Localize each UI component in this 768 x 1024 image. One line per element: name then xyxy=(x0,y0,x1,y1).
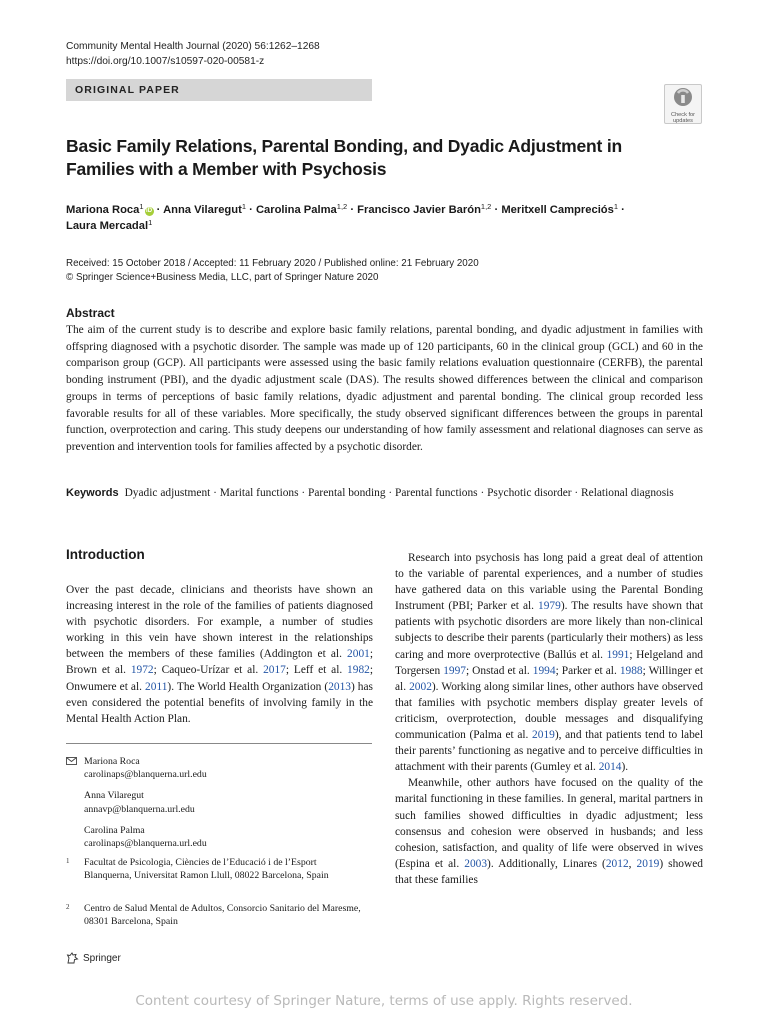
author-affiliation-ref: 1 xyxy=(139,202,144,211)
author-affiliation-ref: 1 xyxy=(241,202,246,211)
author-affiliation-ref: 1,2 xyxy=(480,202,492,211)
citation-link[interactable]: 1982 xyxy=(347,664,370,677)
citation-link[interactable]: 2002 xyxy=(409,680,432,693)
correspondence-name: Carolina Palma xyxy=(84,824,145,836)
intro-paragraph-2: Research into psychosis has long paid a great deal of attention to the variable of parental experiences, and a number of studies have gathered data on this variable using the Parental Bonding Instrument (PBI; Parker et al. 1979). The results have shown that patients with psychotic disorders are more likely than non-clinical subjects to describe their parents (particularly their mothers) as less caring and more overprotective (Ballús et al. 1991; Helgeland and Torgersen 1997; Onstad et al. 1994; Parker et al. 1988; Willinger et al. 2002). Working along similar lines, other authors have observed that families with psychotic members display greater levels of criticism, overprotection, double messages and disqualifying communication (Palma et al. 2019), and that patients tend to label their parents’ functioning as negative and to perceive difficulties in attachment with their parents (Gumley et al. 2014). xyxy=(395,552,704,774)
citation-link[interactable]: 1979 xyxy=(538,600,561,613)
dates-line: Received: 15 October 2018 / Accepted: 11 February 2020 / Published online: 21 February 2020 xyxy=(66,258,479,269)
introduction-heading: Introduction xyxy=(66,547,145,562)
author-name[interactable]: Meritxell Campreciós xyxy=(501,204,614,216)
footnote-divider xyxy=(66,743,372,744)
correspondence-entry xyxy=(84,755,374,781)
keywords-text: Dyadic adjustment · Marital functions · Parental bonding · Parental functions · Psychotic disorder · Relational diagnosis xyxy=(124,487,674,499)
author-name[interactable]: Francisco Javier Barón xyxy=(357,204,481,216)
envelope-icon xyxy=(66,757,77,765)
courtesy-watermark: Content courtesy of Springer Nature, terms of use apply. Rights reserved. xyxy=(135,993,633,1009)
citation-link[interactable]: 2017 xyxy=(263,664,286,677)
author-name[interactable]: Mariona Roca xyxy=(66,204,140,216)
intro-paragraph-3: Meanwhile, other authors have focused on the quality of the marital functioning in these families. In general, marital partners in such families showed difficulties in dyadic adjustment; less consensus and cohesion were observed in husbands; and less cohesion, satisfaction, and quality of life were observed in wives (Espina et al. 2003). Additionally, Linares (2012, 2019) showed that these families xyxy=(395,777,703,886)
author-name[interactable]: Laura Mercadal xyxy=(66,220,149,232)
introduction-right-column xyxy=(395,550,703,888)
publication-dates xyxy=(66,257,706,284)
author-affiliation-ref: 1 xyxy=(148,218,153,227)
correspondence-email[interactable]: carolinaps@blanquerna.url.edu xyxy=(84,838,207,850)
check-updates-line2: updates xyxy=(673,118,693,124)
citation-link[interactable]: 1994 xyxy=(532,664,556,677)
citation-link[interactable]: 2019 xyxy=(532,729,555,742)
citation-link[interactable]: 2013 xyxy=(328,680,351,693)
citation-link[interactable]: 1972 xyxy=(130,664,154,677)
citation-link[interactable]: 1997 xyxy=(443,664,466,677)
article-type-banner: ORIGINAL PAPER xyxy=(66,79,372,101)
affiliation-text: Facultat de Psicologia, Ciències de l’Educació i de l’Esport Blanquerna, Universitat Ramon Llull, 08022 Barcelona, Spain xyxy=(84,857,329,882)
affiliation-number: 1 xyxy=(66,857,70,865)
introduction-left-column xyxy=(66,582,373,727)
title-line-2: Families with a Member with Psychosis xyxy=(66,159,387,179)
citation-link[interactable]: 2003 xyxy=(464,857,488,870)
author-name[interactable]: Carolina Palma xyxy=(255,204,337,216)
affiliation-number: 2 xyxy=(66,903,70,911)
correspondence-name: Mariona Roca xyxy=(84,756,140,767)
citation-link[interactable]: 1988 xyxy=(619,664,643,677)
correspondence-entry xyxy=(84,824,374,850)
springer-horse-icon xyxy=(66,952,79,964)
correspondence-email[interactable]: carolinaps@blanquerna.url.edu xyxy=(84,769,207,781)
abstract-heading: Abstract xyxy=(66,306,115,320)
author-affiliation-ref: 1,2 xyxy=(336,202,348,211)
springer-logo xyxy=(66,952,121,964)
intro-paragraph-1: Over the past decade, clinicians and theorists have shown an increasing interest in the role of the families of patients diagnosed with psychotic disorders. For example, a number of studies working in this vein have shown interest in the relationships between the members of these families (Addington et al. 2001; Brown et al. 1972; Caqueo-Urízar et al. 2017; Leff et al. 1982; Onwumere et al. 2011). The World Health Organization (2013) has even considered the potential benefits of involving family in the Mental Health Action Plan. xyxy=(66,584,373,725)
correspondence-name: Anna Vilaregut xyxy=(84,790,144,802)
correspondence-entry xyxy=(84,789,374,815)
citation-link[interactable]: 2019 xyxy=(636,857,660,870)
check-updates-icon xyxy=(673,87,693,107)
check-for-updates-badge[interactable] xyxy=(664,84,702,124)
publisher-name: Springer xyxy=(83,952,121,964)
citation-link[interactable]: 2012 xyxy=(605,857,629,870)
author-affiliation-ref: 1 xyxy=(613,202,619,211)
affiliation-text: Centro de Salud Mental de Adultos, Consorcio Sanitario del Maresme, 08301 Barcelona, Spain xyxy=(84,903,361,928)
author-name[interactable]: Anna Vilaregut xyxy=(163,204,242,216)
correspondence-email[interactable]: annavp@blanquerna.url.edu xyxy=(84,803,195,815)
copyright-line: © Springer Science+Business Media, LLC, part of Springer Nature 2020 xyxy=(66,271,379,283)
keywords-label: Keywords xyxy=(66,487,119,499)
correspondence-block xyxy=(84,755,374,858)
author-list: Mariona Roca$^1$ iD · Anna Vilaregut$^1$ · Carolina Palma$^{1,2}$ · Francisco Javier Barón$^{1,2}$ · Meritxell Campreciós$^1$ · Laura Mercadal$^1$ xyxy=(66,202,625,232)
journal-citation: Community Mental Health Journal (2020) 56:1262–1268 xyxy=(66,41,320,52)
title-line-1: Basic Family Relations, Parental Bonding, and Dyadic Adjustment in xyxy=(66,136,622,156)
article-title xyxy=(66,135,666,181)
citation-link[interactable]: 2001 xyxy=(347,648,370,661)
keywords xyxy=(66,485,703,502)
doi-link[interactable]: https://doi.org/10.1007/s10597-020-00581-z xyxy=(66,56,265,67)
check-updates-line1: Check for xyxy=(671,112,695,118)
citation-link[interactable]: 2011 xyxy=(145,680,168,693)
citation-link[interactable]: 1991 xyxy=(606,648,630,661)
orcid-icon[interactable]: iD xyxy=(146,208,153,214)
abstract-text: The aim of the current study is to describe and explore basic family relations, parental bonding, and dyadic adjustment in families with offspring diagnosed with a psychotic disorder. The sample was made up of 120 participants, 60 in the clinical group (GCL) and 60 in the comparison group (GCP). All participants were assessed using the basic family relations evaluation questionnaire (CERFB), the parental bonding instrument (PBI), and the dyadic adjustment scale (DAS). The results showed differences between the clinical and comparison groups in terms of perceptions of basic family relations, dyadic adjustment and parental bonding. The clinical group recorded less favorable results for all of these variables. More specifically, the study observed significant differences between the groups in parental function, overprotection and caring. This study deepens our understanding of how family assessment and relational diagnoses can serve as prevention and intervention tools for families affected by a psychotic disorder. xyxy=(66,324,703,453)
citation-link[interactable]: 2014 xyxy=(598,761,622,774)
